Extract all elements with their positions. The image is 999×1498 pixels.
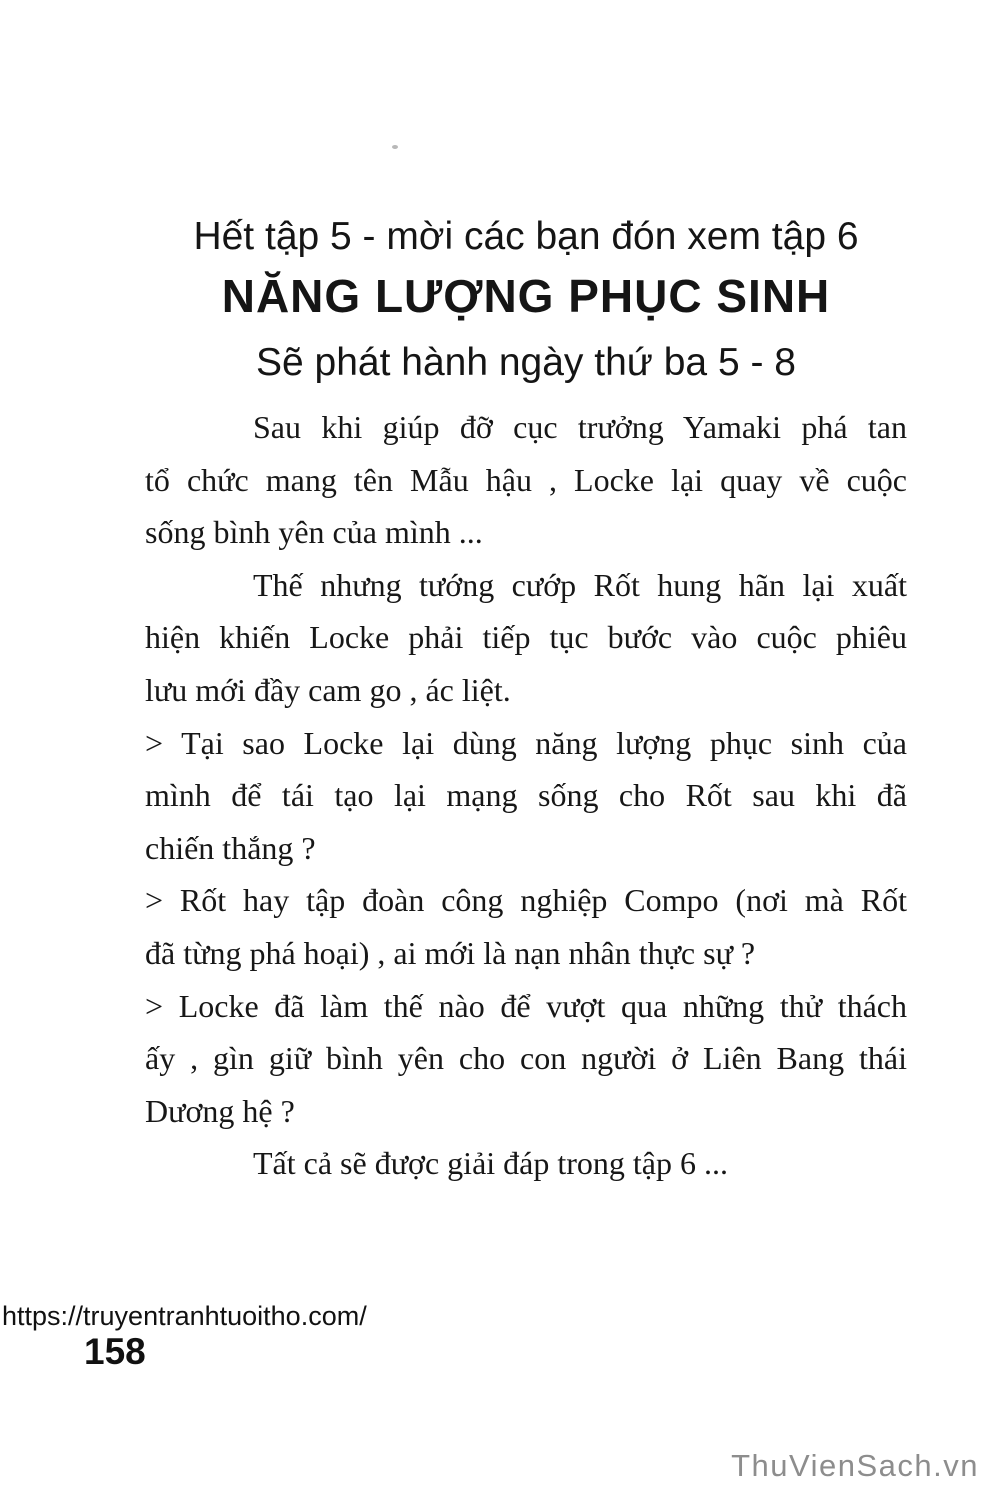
release-date-line: Sẽ phát hành ngày thứ ba 5 - 8 <box>255 341 796 384</box>
text-line: > Tại sao Locke lại dùng năng lượng phục sinh của <box>145 724 907 761</box>
text-line: Tất cả sẽ được giải đáp trong tập 6 ... <box>253 1145 728 1182</box>
synopsis-paragraph <box>145 980 907 1138</box>
volume-end-announcement: Hết tập 5 - mời các bạn đón xem tập 6 <box>193 215 859 258</box>
text-line: Thế nhưng tướng cướp Rốt hung hãn lại xuất <box>253 566 907 603</box>
text-line: sống bình yên của mình ... <box>145 514 483 551</box>
page-number: 158 <box>84 1331 146 1372</box>
text-line: lưu mới đầy cam go , ác liệt. <box>145 671 511 708</box>
site-url-text: https://truyentranhtuoitho.com/ <box>2 1301 367 1331</box>
text-line: tổ chức mang tên Mẫu hậu , Locke lại quay về cuộc <box>145 461 907 498</box>
next-volume-title: NĂNG LƯỢNG PHỤC SINH <box>221 270 831 322</box>
synopsis-paragraph <box>145 717 907 875</box>
synopsis-paragraph <box>145 874 907 979</box>
text-line: ấy , gìn giữ bình yên cho con người ở Liên Bang thái <box>145 1040 907 1077</box>
synopsis-paragraph <box>145 559 907 717</box>
text-line: > Rốt hay tập đoàn công nghiệp Compo (nơi mà Rốt <box>145 882 907 919</box>
synopsis-paragraph <box>145 401 907 559</box>
synopsis <box>145 401 907 1190</box>
text-line: hiện khiến Locke phải tiếp tục bước vào cuộc phiêu <box>145 619 907 656</box>
text-line: Sau khi giúp đỡ cục trưởng Yamaki phá tan <box>253 409 907 445</box>
text-line: mình để tái tạo lại mạng sống cho Rốt sau khi đã <box>145 777 907 814</box>
text-line: đã từng phá hoại) , ai mới là nạn nhân thực sự ? <box>145 934 756 971</box>
text-line: > Locke đã làm thế nào để vượt qua những thử thách <box>145 987 907 1024</box>
synopsis-paragraph <box>145 1137 907 1190</box>
watermark: ThuVienSach.vn <box>731 1448 979 1483</box>
text-line: chiến thắng ? <box>145 829 316 866</box>
scan-artifact-dot <box>392 145 398 149</box>
text-line: Dương hệ ? <box>145 1092 295 1129</box>
